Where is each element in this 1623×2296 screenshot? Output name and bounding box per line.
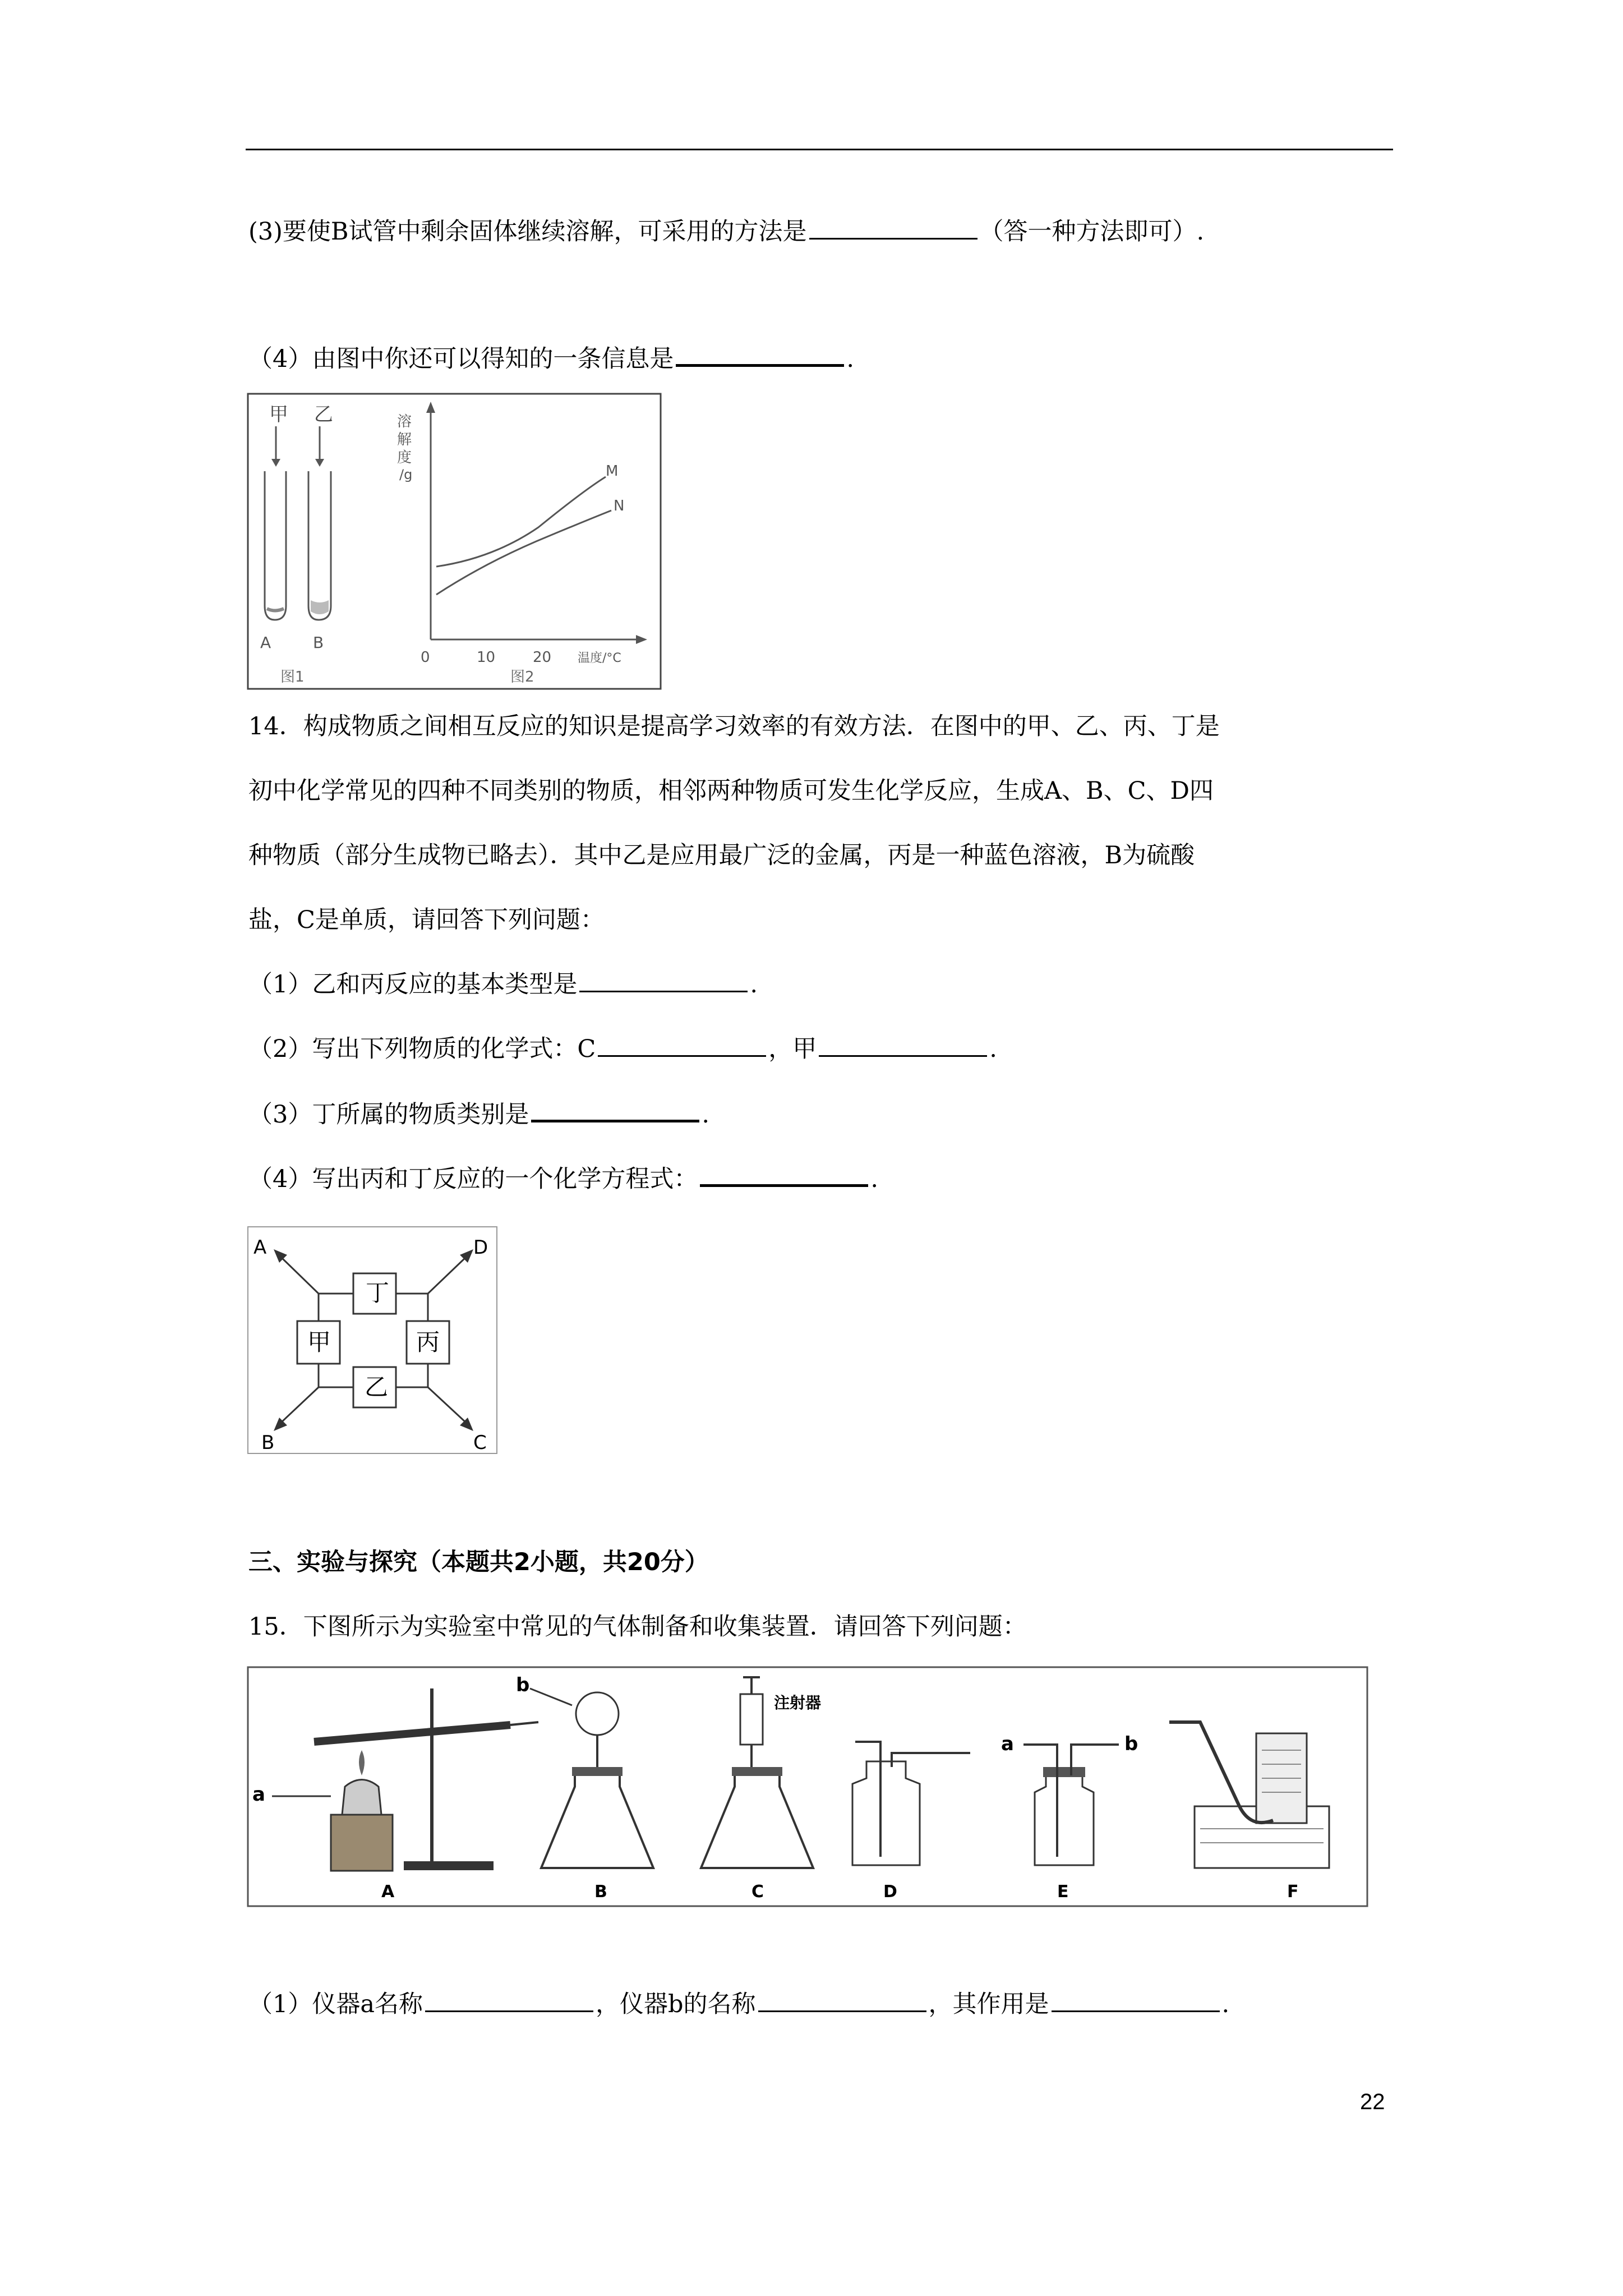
label-apparatus-a: A — [381, 1882, 395, 1902]
ylabel-char3: 度 — [397, 449, 412, 466]
q14-part3 — [248, 1095, 709, 1131]
solubility-figure — [247, 393, 662, 690]
q15-part1-tail: . — [1221, 1990, 1230, 2018]
q14-part2-tail: . — [989, 1035, 997, 1063]
answer-blank[interactable] — [700, 1159, 868, 1187]
figure1-caption: 图1 — [280, 669, 305, 685]
ylabel-char1: 溶 — [397, 413, 412, 430]
answer-blank[interactable] — [758, 1986, 926, 2012]
answer-blank[interactable] — [598, 1030, 766, 1057]
answer-blank[interactable] — [1052, 1986, 1220, 2012]
q15-part1-text: （1）仪器a名称 — [248, 1990, 423, 2018]
x-tick-20: 20 — [533, 649, 552, 666]
q13-part4 — [248, 339, 854, 376]
x-tick-0: 0 — [421, 649, 430, 666]
q14-part4-text: （4）写出丙和丁反应的一个化学方程式： — [248, 1165, 698, 1193]
label-a: a — [252, 1783, 265, 1806]
label-e-b: b — [1124, 1733, 1138, 1755]
ylabel-char2: 解 — [397, 431, 412, 448]
gas-bottle-e — [1035, 1775, 1094, 1865]
answer-blank[interactable] — [676, 339, 844, 367]
label-bing: 丙 — [416, 1328, 440, 1356]
q14-intro-line2: 初中化学常见的四种不同类别的物质，相邻两种物质可发生化学反应，生成A、B、C、D四 — [248, 777, 1214, 805]
label-jia: 甲 — [307, 1328, 331, 1356]
q13-part3 — [248, 213, 1204, 249]
curve-m-label: M — [606, 463, 619, 480]
syringe-label: 注射器 — [774, 1694, 822, 1712]
curve-n-label: N — [614, 498, 625, 514]
answer-blank[interactable] — [425, 1986, 593, 2012]
product-d: D — [473, 1236, 488, 1259]
label-apparatus-f: F — [1287, 1882, 1299, 1902]
figure2-caption: 图2 — [510, 669, 534, 685]
section3-heading: 三、实验与探究（本题共2小题，共20分） — [248, 1548, 709, 1576]
apparatus-figure — [247, 1666, 1368, 1907]
tube-label-b: B — [313, 633, 324, 652]
label-jia: 甲 — [269, 403, 288, 426]
q14-part2-mid: ，甲 — [768, 1035, 817, 1063]
q15-intro: 15．下图所示为实验室中常见的气体制备和收集装置．请回答下列问题： — [248, 1613, 1027, 1641]
product-c: C — [473, 1432, 487, 1454]
q13-part3-text: (3)要使B试管中剩余固体继续溶解，可采用的方法是 — [248, 218, 807, 246]
label-apparatus-d: D — [883, 1882, 897, 1902]
q14-part4-tail: . — [870, 1165, 879, 1193]
tube-label-a: A — [260, 633, 271, 652]
answer-blank[interactable] — [579, 966, 748, 992]
label-apparatus-e: E — [1057, 1882, 1069, 1902]
q14-intro-line1: 14．构成物质之间相互反应的知识是提高学习效率的有效方法．在图中的甲、乙、丙、丁是 — [248, 712, 1220, 740]
label-yi: 乙 — [314, 403, 333, 426]
q15-part1-mid1: ，仪器b的名称 — [596, 1990, 756, 2018]
label-apparatus-c: C — [751, 1882, 764, 1902]
q14-part2-text: （2）写出下列物质的化学式：C — [248, 1035, 596, 1063]
q14-part1-text: （1）乙和丙反应的基本类型是 — [248, 970, 578, 999]
label-yi: 乙 — [365, 1373, 389, 1401]
label-e-a: a — [1001, 1733, 1014, 1755]
answer-blank[interactable] — [809, 213, 978, 240]
x-tick-10: 10 — [477, 649, 496, 666]
q15-part1-mid2: ，其作用是 — [928, 1990, 1049, 2018]
label-ding: 丁 — [366, 1279, 390, 1306]
q14-part1-tail: . — [750, 970, 758, 999]
q13-part3-tail: （答一种方法即可）. — [979, 218, 1205, 246]
ylabel-unit: /g — [399, 467, 413, 482]
page-number: 22 — [1360, 2090, 1385, 2114]
wooden-block — [331, 1815, 393, 1871]
product-a: A — [253, 1236, 267, 1259]
reaction-diagram — [247, 1226, 499, 1456]
alcohol-lamp — [342, 1780, 381, 1815]
q14-part1 — [248, 966, 758, 1001]
q14-part3-text: （3）丁所属的物质类别是 — [248, 1101, 529, 1129]
syringe — [740, 1694, 763, 1745]
q13-part4-text: （4）由图中你还可以得知的一条信息是 — [248, 345, 674, 373]
q14-part2 — [248, 1030, 997, 1066]
label-apparatus-b: B — [594, 1882, 607, 1902]
q14-part3-tail: . — [702, 1101, 710, 1129]
product-b: B — [261, 1432, 275, 1454]
separatory-funnel — [576, 1692, 619, 1735]
answer-blank[interactable] — [531, 1095, 699, 1122]
q14-part4 — [248, 1159, 878, 1196]
answer-blank[interactable] — [819, 1030, 987, 1057]
q14-intro-line3: 种物质（部分生成物已略去）．其中乙是应用最广泛的金属，丙是一种蓝色溶液，B为硫酸 — [248, 841, 1195, 869]
label-b: b — [516, 1674, 530, 1696]
q14-intro-line4: 盐，C是单质，请回答下列问题： — [248, 906, 605, 934]
q15-part1 — [248, 1986, 1229, 2021]
header-rule — [246, 149, 1393, 150]
q13-part4-tail: . — [846, 345, 855, 373]
x-axis-label: 温度/°C — [578, 651, 621, 665]
